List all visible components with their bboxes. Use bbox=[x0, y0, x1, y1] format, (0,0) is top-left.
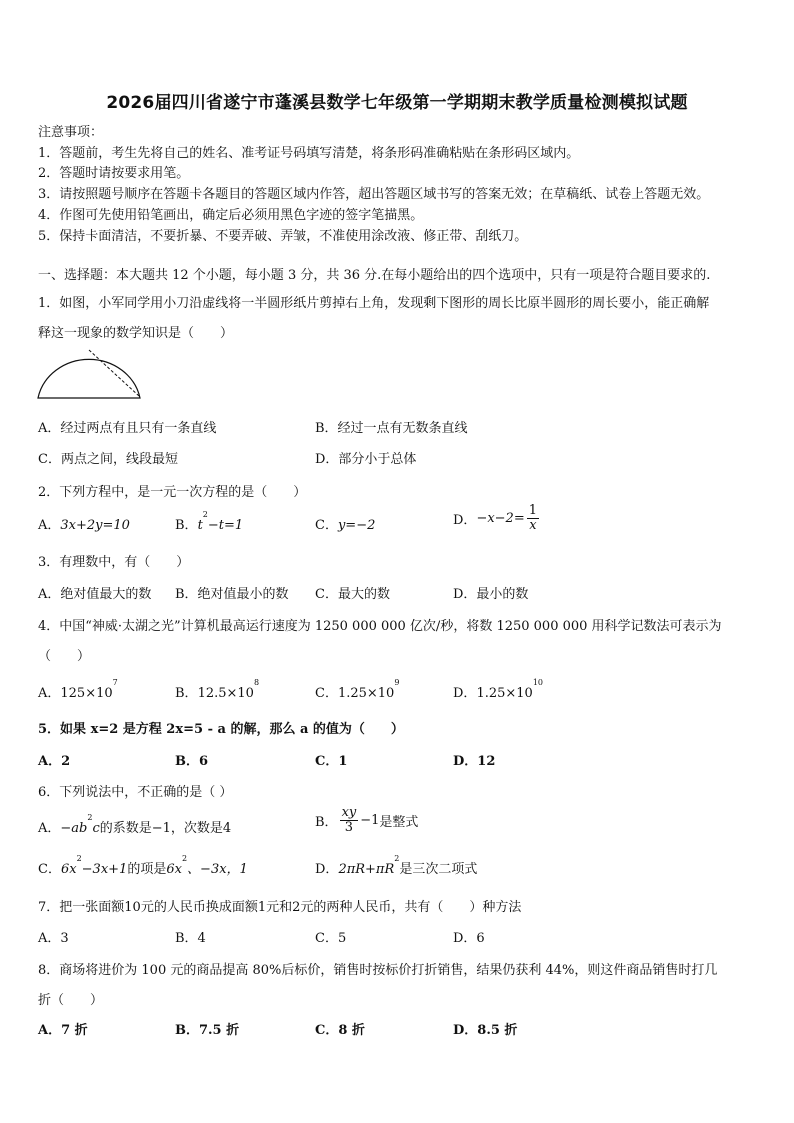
q3-stem: 3．有理数中，有（ ） bbox=[38, 555, 190, 570]
notice-item-4: 4．作图可先使用铅笔画出，确定后必须用黑色字迹的签字笔描黑。 bbox=[38, 208, 424, 223]
q4-d-exp: 10 bbox=[532, 678, 544, 687]
q4-option-b[interactable] bbox=[175, 678, 260, 701]
q6-a-sup: 2 bbox=[87, 813, 93, 822]
q2-c-expr: y=−2 bbox=[337, 518, 376, 533]
q2-option-a[interactable] bbox=[38, 514, 130, 533]
q6-option-b[interactable] bbox=[315, 806, 418, 835]
q6-c-expr-a: 6x bbox=[60, 862, 77, 877]
q5-option-c[interactable]: C．1 bbox=[315, 754, 348, 769]
q6-c-terms-b: 、−3x，1 bbox=[187, 862, 248, 877]
q6-option-a[interactable] bbox=[38, 813, 232, 836]
q6-a-label: A． bbox=[38, 821, 61, 836]
q8-stem-line2: 折（ ） bbox=[38, 993, 104, 1008]
q6-stem: 6．下列说法中，不正确的是（ ） bbox=[38, 785, 233, 800]
q6-d-text: 是三次二项式 bbox=[399, 862, 478, 877]
q6-b-num: xy bbox=[341, 805, 357, 820]
q4-d-base: 1.25×10 bbox=[476, 686, 533, 701]
q2-b-expr-a: t bbox=[197, 518, 203, 533]
q3-option-d[interactable]: D．最小的数 bbox=[453, 587, 529, 602]
q6-d-expr-a: 2πR+πR bbox=[338, 862, 395, 877]
q4-b-base: 12.5×10 bbox=[197, 686, 254, 701]
q2-a-label: A． bbox=[38, 518, 61, 533]
q2-option-b[interactable] bbox=[175, 510, 244, 533]
notice-item-1: 1．答题前，考生先将自己的姓名、准考证号码填写清楚，将条形码准确粘贴在条形码区域内。 bbox=[38, 146, 580, 161]
q1-option-c[interactable]: C．两点之间，线段最短 bbox=[38, 452, 178, 467]
q4-option-d[interactable] bbox=[453, 678, 544, 701]
semicircle-figure bbox=[36, 348, 144, 400]
q6-d-label: D． bbox=[315, 862, 339, 877]
q4-c-exp: 9 bbox=[394, 678, 400, 687]
q6-a-text: 的系数是−1，次数是4 bbox=[99, 821, 232, 836]
q7-option-c[interactable]: C．5 bbox=[315, 931, 347, 946]
q6-b-fraction bbox=[340, 806, 359, 835]
q5-option-d[interactable]: D．12 bbox=[453, 754, 496, 769]
q2-c-label: C． bbox=[315, 518, 338, 533]
q2-d-num: 1 bbox=[528, 503, 537, 518]
q8-option-b[interactable]: B．7.5 折 bbox=[175, 1023, 240, 1038]
q4-stem-line2: （ ） bbox=[38, 649, 91, 664]
q8-stem-line1: 8．商场将进价为 100 元的商品提高 80%后标价，销售时按标价打折销售，结果仍获利 44%，则这件商品销售时打几 bbox=[38, 963, 718, 978]
q4-a-label: A． bbox=[38, 686, 61, 701]
q6-option-c[interactable] bbox=[38, 854, 248, 877]
q2-b-label: B． bbox=[175, 518, 198, 533]
q4-stem-line1: 4．中国“神威·太湖之光”计算机最高运行速度为 1250 000 000 亿次/秒，将数 1250 000 000 用科学记数法可表示为 bbox=[38, 619, 722, 634]
q2-d-expr: −x−2= bbox=[476, 511, 525, 526]
q6-b-text: 是整式 bbox=[379, 815, 419, 830]
q4-option-a[interactable] bbox=[38, 678, 118, 701]
q4-c-label: C． bbox=[315, 686, 338, 701]
q5-option-b[interactable]: B．6 bbox=[175, 754, 209, 769]
q6-c-sup1: 2 bbox=[76, 854, 82, 863]
q1-option-a[interactable]: A．经过两点有且只有一条直线 bbox=[38, 421, 217, 436]
q2-d-fraction bbox=[527, 504, 539, 533]
q5-option-a[interactable]: A．2 bbox=[38, 754, 71, 769]
q2-stem: 2．下列方程中，是一元一次方程的是（ ） bbox=[38, 485, 307, 500]
notice-heading: 注意事项： bbox=[38, 125, 104, 140]
q2-option-c[interactable] bbox=[315, 514, 375, 533]
q6-c-expr-b: −3x+1 bbox=[81, 862, 128, 877]
q6-a-expr-b: c bbox=[92, 821, 100, 836]
q6-c-text: 的项是 bbox=[127, 862, 167, 877]
page-title: 2026届四川省遂宁市蓬溪县数学七年级第一学期期末教学质量检测模拟试题 bbox=[106, 93, 688, 113]
q2-d-label: D． bbox=[453, 513, 477, 528]
q6-c-sup2: 2 bbox=[181, 854, 188, 863]
q4-option-c[interactable] bbox=[315, 678, 400, 701]
q6-c-label: C． bbox=[38, 862, 61, 877]
q6-b-label: B． bbox=[315, 815, 338, 830]
q6-d-sup: 2 bbox=[394, 854, 400, 863]
q1-stem-line2: 释这一现象的数学知识是（ ） bbox=[38, 326, 234, 341]
q4-d-label: D． bbox=[453, 686, 477, 701]
q2-b-expr-b: −t=1 bbox=[207, 518, 244, 533]
q7-option-a[interactable]: A．3 bbox=[38, 931, 69, 946]
q1-stem-line1: 1．如图，小军同学用小刀沿虚线将一半圆形纸片剪掉右上角，发现剩下图形的周长比原半圆形的周长要小，能正确解 bbox=[38, 296, 710, 311]
q2-d-den: x bbox=[529, 518, 537, 533]
q7-stem: 7．把一张面额10元的人民币换成面额1元和2元的两种人民币，共有（ ）种方法 bbox=[38, 900, 522, 915]
q3-option-b[interactable]: B．绝对值最小的数 bbox=[175, 587, 289, 602]
q2-b-sup: 2 bbox=[202, 510, 208, 519]
q7-option-d[interactable]: D．6 bbox=[453, 931, 485, 946]
notice-item-2: 2．答题时请按要求用笔。 bbox=[38, 166, 190, 181]
q4-a-exp: 7 bbox=[112, 678, 118, 687]
q7-option-b[interactable]: B．4 bbox=[175, 931, 206, 946]
q8-option-c[interactable]: C．8 折 bbox=[315, 1023, 365, 1038]
q1-option-b[interactable]: B．经过一点有无数条直线 bbox=[315, 421, 468, 436]
q6-b-den: 3 bbox=[344, 820, 354, 835]
q8-option-a[interactable]: A．7 折 bbox=[38, 1023, 88, 1038]
q3-option-a[interactable]: A．绝对值最大的数 bbox=[38, 587, 152, 602]
notice-item-3: 3．请按照题号顺序在答题卡各题目的答题区域内作答，超出答题区域书写的答案无效；在草稿纸、试卷上答题无效。 bbox=[38, 187, 710, 202]
section-heading: 一、选择题：本大题共 12 个小题，每小题 3 分，共 36 分.在每小题给出的四个选项中，只有一项是符合题目要求的. bbox=[38, 268, 711, 283]
q4-c-base: 1.25×10 bbox=[337, 686, 395, 701]
q6-c-terms-a: 6x bbox=[166, 862, 182, 877]
q4-b-label: B． bbox=[175, 686, 198, 701]
q2-option-d[interactable] bbox=[453, 504, 541, 533]
q6-option-d[interactable] bbox=[315, 854, 478, 877]
q3-option-c[interactable]: C．最大的数 bbox=[315, 587, 390, 602]
q1-option-d[interactable]: D．部分小于总体 bbox=[315, 452, 417, 467]
q5-stem: 5．如果 x=2 是方程 2x=5 - a 的解，那么 a 的值为（ ） bbox=[38, 722, 404, 737]
q4-b-exp: 8 bbox=[253, 678, 260, 687]
notice-item-5: 5．保持卡面清洁，不要折暴、不要弄破、弄皱，不准使用涂改液、修正带、刮纸刀。 bbox=[38, 229, 528, 244]
q6-b-expr: −1 bbox=[360, 813, 380, 828]
q6-a-expr-a: −ab bbox=[60, 821, 88, 836]
q4-a-base: 125×10 bbox=[60, 686, 113, 701]
q8-option-d[interactable]: D．8.5 折 bbox=[453, 1023, 518, 1038]
q2-a-expr: 3x+2y=10 bbox=[60, 518, 130, 533]
